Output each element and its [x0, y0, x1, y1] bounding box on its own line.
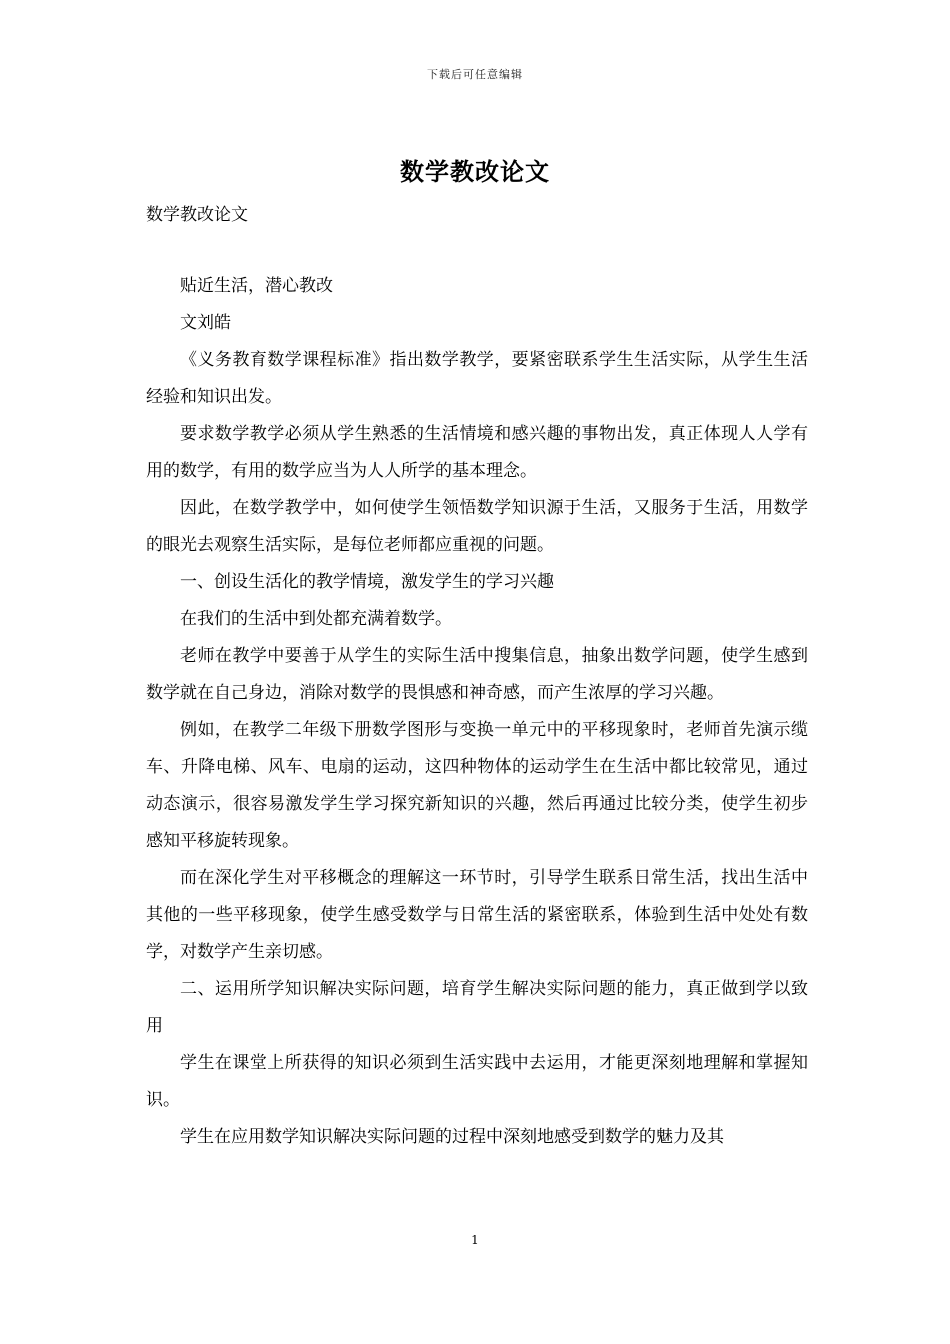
- paragraph: 在我们的生活中到处都充满着数学。: [180, 609, 452, 629]
- document-title: 数学教改论文: [400, 157, 550, 186]
- page-number: 1: [471, 1233, 479, 1247]
- paragraph: 因此，在数学教学中，如何使学生领悟数学知识源于生活，又服务于生活，用数学的眼光去观察生活实际，是每位老师都应重视的问题。: [146, 498, 808, 555]
- header-note: 下载后可任意编辑: [427, 68, 523, 81]
- body-text: [146, 268, 808, 1156]
- paragraph: 《义务教育数学课程标准》指出数学教学，要紧密联系学生生活实际，从学生生活经验和知识出发。: [146, 350, 808, 407]
- paragraph: 例如，在教学二年级下册数学图形与变换一单元中的平移现象时，老师首先演示缆车、升降电梯、风车、电扇的运动，这四种物体的运动学生在生活中都比较常见，通过动态演示，很容易激发学生学习探究新知识的兴趣，然后再通过比较分类，使学生初步感知平移旋转现象。: [146, 720, 808, 851]
- paragraph-heading: 贴近生活，潜心教改: [180, 276, 333, 296]
- section-heading-1: 一、创设生活化的教学情境，激发学生的学习兴趣: [180, 572, 554, 592]
- paragraph: 而在深化学生对平移概念的理解这一环节时，引导学生联系日常生活，找出生活中其他的一些平移现象，使学生感受数学与日常生活的紧密联系，体验到生活中处处有数学，对数学产生亲切感。: [146, 868, 808, 962]
- paragraph: 学生在应用数学知识解决实际问题的过程中深刻地感受到数学的魅力及其: [180, 1127, 724, 1147]
- document-subtitle: 数学教改论文: [146, 205, 248, 225]
- paragraph: 老师在教学中要善于从学生的实际生活中搜集信息，抽象出数学问题，使学生感到数学就在自己身边，消除对数学的畏惧感和神奇感，而产生浓厚的学习兴趣。: [146, 646, 808, 703]
- section-heading-2: 二、运用所学知识解决实际问题，培育学生解决实际问题的能力，真正做到学以致用: [146, 979, 808, 1036]
- paragraph-author: 文刘皓: [180, 313, 231, 333]
- paragraph: 要求数学教学必须从学生熟悉的生活情境和感兴趣的事物出发，真正体现人人学有用的数学，有用的数学应当为人人所学的基本理念。: [146, 424, 808, 481]
- paragraph: 学生在课堂上所获得的知识必须到生活实践中去运用，才能更深刻地理解和掌握知识。: [146, 1053, 808, 1110]
